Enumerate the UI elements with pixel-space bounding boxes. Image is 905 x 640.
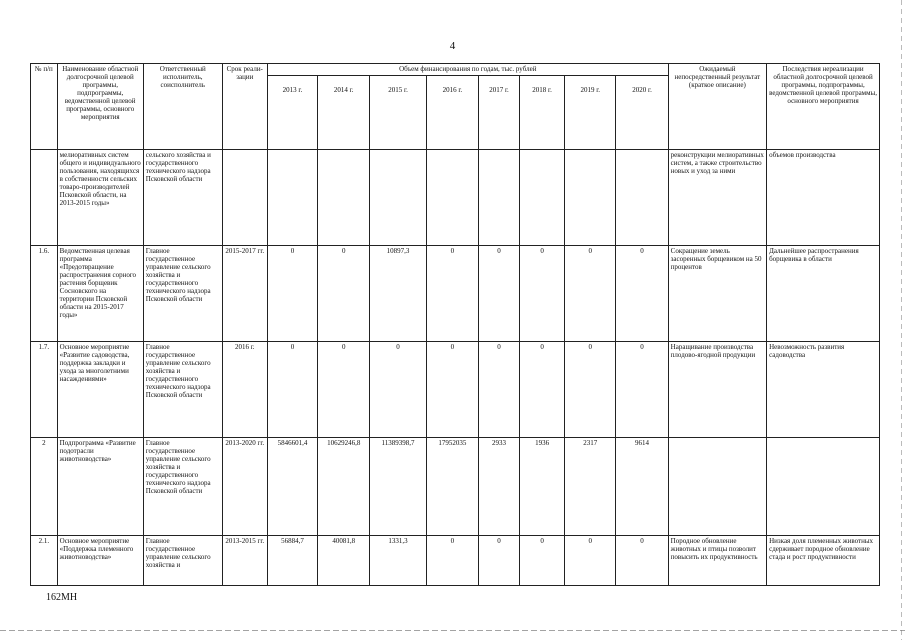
header-expected: Ожидаемый непосредственный результат (краткое описание) bbox=[668, 64, 766, 150]
header-funding: Объем финансирования по годам, тыс. рублей bbox=[267, 64, 668, 76]
table-row bbox=[31, 536, 880, 586]
row-value: 0 bbox=[616, 342, 668, 438]
header-year: 2018 г. bbox=[520, 76, 565, 150]
header-year: 2013 г. bbox=[267, 76, 317, 150]
row-value: 11389398,7 bbox=[370, 438, 426, 536]
row-value: 0 bbox=[318, 246, 370, 342]
row-value bbox=[616, 150, 668, 246]
header-num: № п/п bbox=[31, 64, 58, 150]
row-value: 0 bbox=[520, 536, 565, 586]
row-term: 2013-2015 гг. bbox=[222, 536, 267, 586]
row-value: 1936 bbox=[520, 438, 565, 536]
table-row bbox=[31, 150, 880, 246]
row-name: мелиоративных систем общего и индивидуального пользования, находящихся в собственности сельских товаро-производителей Псковской области, на 2013-2015 годы» bbox=[57, 150, 143, 246]
row-responsible: сельского хозяйства и государственного технического надзора Псковской области bbox=[143, 150, 222, 246]
header-row bbox=[31, 64, 880, 76]
row-num: 2 bbox=[31, 438, 58, 536]
row-consequences: Невозможность развития садоводства bbox=[767, 342, 880, 438]
row-consequences: Дальнейшее распространения борщевика в области bbox=[767, 246, 880, 342]
row-expected: Породное обновление животных и птицы позволит повысить их продуктивность bbox=[668, 536, 766, 586]
row-value: 0 bbox=[267, 342, 317, 438]
row-value: 0 bbox=[426, 342, 478, 438]
header-responsible: Ответственный исполнитель, соисполнитель bbox=[143, 64, 222, 150]
header-name: Наименование областной долгосрочной целевой программы, подпрограммы, ведомственной целевой программы, основного мероприятия bbox=[57, 64, 143, 150]
row-value: 0 bbox=[370, 342, 426, 438]
row-value: 0 bbox=[479, 536, 520, 586]
scan-edge-bottom bbox=[0, 630, 905, 631]
row-value: 0 bbox=[616, 536, 668, 586]
row-value: 0 bbox=[520, 246, 565, 342]
row-value: 0 bbox=[479, 342, 520, 438]
row-term: 2013-2020 гг. bbox=[222, 438, 267, 536]
row-value: 5846601,4 bbox=[267, 438, 317, 536]
table-row bbox=[31, 342, 880, 438]
row-value bbox=[479, 150, 520, 246]
row-value bbox=[370, 150, 426, 246]
row-value: 9614 bbox=[616, 438, 668, 536]
row-value: 10629246,8 bbox=[318, 438, 370, 536]
row-consequences: Низкая доля племенных животных сдерживает породное обновление стада и рост продуктивности bbox=[767, 536, 880, 586]
row-value: 1331,3 bbox=[370, 536, 426, 586]
row-num: 1.6. bbox=[31, 246, 58, 342]
row-value: 10897,3 bbox=[370, 246, 426, 342]
program-table bbox=[30, 63, 880, 586]
row-name: Ведомственная целевая программа «Предотвращение распространения сорного растения борщевик Сосновского на территории Псковской области на 2015-2017 годы» bbox=[57, 246, 143, 342]
row-value bbox=[318, 150, 370, 246]
row-value: 0 bbox=[565, 246, 616, 342]
row-value: 0 bbox=[318, 342, 370, 438]
row-expected: Наращивание производства плодово-ягодной продукции bbox=[668, 342, 766, 438]
table-row bbox=[31, 438, 880, 536]
row-value: 56884,7 bbox=[267, 536, 317, 586]
row-value: 0 bbox=[426, 536, 478, 586]
row-value: 17952035 bbox=[426, 438, 478, 536]
row-name: Основное мероприятие «Развитие садоводства, поддержка закладки и ухода за многолетними насаждениями» bbox=[57, 342, 143, 438]
row-value: 0 bbox=[479, 246, 520, 342]
row-value: 0 bbox=[565, 536, 616, 586]
row-value: 2933 bbox=[479, 438, 520, 536]
header-consequences: Последствия нереализации областной долгосрочной целевой программы, подпрограммы, ведомственной целевой программы, основного мероприятия bbox=[767, 64, 880, 150]
header-year: 2017 г. bbox=[479, 76, 520, 150]
row-num bbox=[31, 150, 58, 246]
page-number: 4 bbox=[449, 40, 456, 52]
row-name: Подпрограмма «Развитие подотрасли животноводства» bbox=[57, 438, 143, 536]
row-responsible: Главное государственное управление сельского хозяйства и государственного технического надзора Псковской области bbox=[143, 246, 222, 342]
header-year: 2020 г. bbox=[616, 76, 668, 150]
row-value: 2317 bbox=[565, 438, 616, 536]
row-expected: реконструкции мелиоративных систем, а также строительство новых и уход за ними bbox=[668, 150, 766, 246]
header-year: 2019 г. bbox=[565, 76, 616, 150]
scan-edge-right bbox=[901, 0, 902, 640]
row-name: Основное мероприятие «Поддержка племенного животноводства» bbox=[57, 536, 143, 586]
row-value: 0 bbox=[616, 246, 668, 342]
row-value bbox=[426, 150, 478, 246]
row-responsible: Главное государственное управление сельского хозяйства и государственного технического надзора Псковской области bbox=[143, 438, 222, 536]
header-year: 2014 г. bbox=[318, 76, 370, 150]
row-term: 2016 г. bbox=[222, 342, 267, 438]
row-consequences bbox=[767, 438, 880, 536]
row-term: 2015-2017 гг. bbox=[222, 246, 267, 342]
header-year: 2016 г. bbox=[426, 76, 478, 150]
row-value: 0 bbox=[520, 342, 565, 438]
row-expected: Сокращение земель засоренных борщевиком на 50 процентов bbox=[668, 246, 766, 342]
row-value bbox=[520, 150, 565, 246]
row-value: 0 bbox=[426, 246, 478, 342]
row-num: 1.7. bbox=[31, 342, 58, 438]
row-responsible: Главное государственное управление сельского хозяйства и государственного технического надзора Псковской области bbox=[143, 342, 222, 438]
header-term: Срок реали-зации bbox=[222, 64, 267, 150]
row-value: 40081,8 bbox=[318, 536, 370, 586]
header-year: 2015 г. bbox=[370, 76, 426, 150]
footer-code: 162МН bbox=[46, 592, 78, 603]
table-row bbox=[31, 246, 880, 342]
row-value bbox=[565, 150, 616, 246]
row-term bbox=[222, 150, 267, 246]
row-value: 0 bbox=[267, 246, 317, 342]
row-value bbox=[267, 150, 317, 246]
row-num: 2.1. bbox=[31, 536, 58, 586]
row-value: 0 bbox=[565, 342, 616, 438]
row-expected bbox=[668, 438, 766, 536]
row-responsible: Главное государственное управление сельского хозяйства и bbox=[143, 536, 222, 586]
row-consequences: объемов производства bbox=[767, 150, 880, 246]
